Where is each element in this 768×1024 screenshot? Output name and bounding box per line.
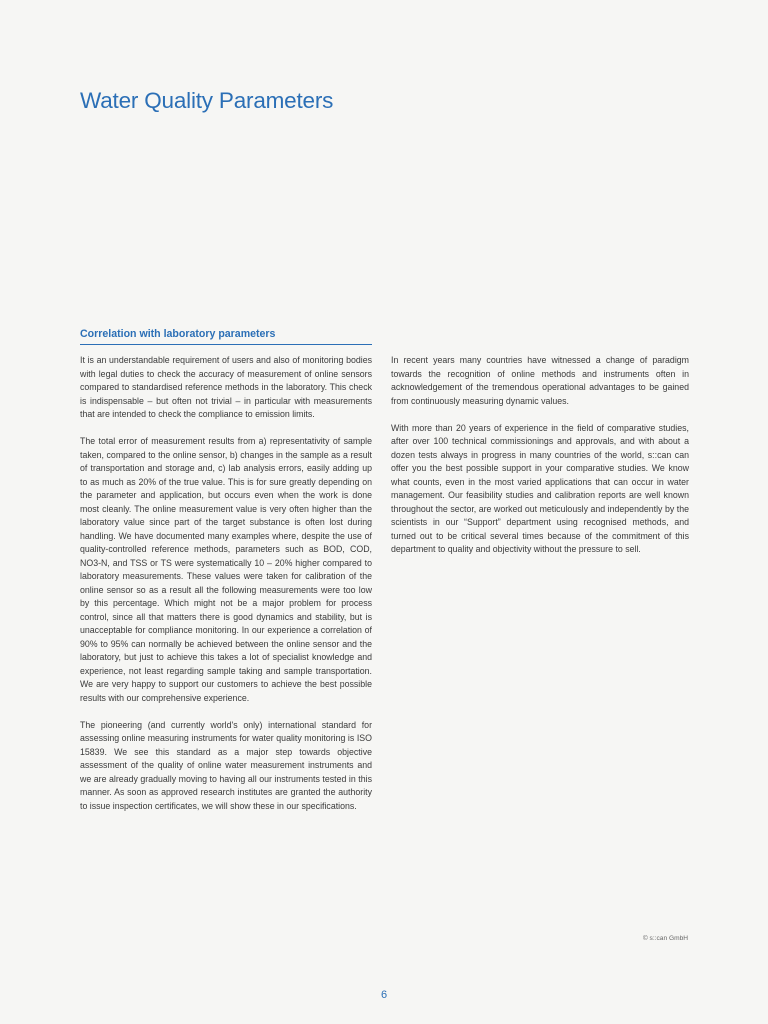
section-header [80,328,372,345]
copyright-notice: © s::can GmbH [642,935,688,942]
section-divider [80,344,372,345]
paragraph: In recent years many countries have witnessed a change of paradigm towards the recognition of online methods and instruments often in acknowledgement of the tremendous operational advantages to be gained from continuously measuring dynamic values. [391,355,689,406]
right-column [391,354,689,570]
section-heading: Correlation with laboratory parameters [80,328,276,340]
paragraph: With more than 20 years of experience in the field of comparative studies, after over 100 technical commissionings and approvals, and with about a dozen tests always in progress in many countries of the world, s::can can offer you the best possible support in your comparative studies. We know what counts, even in the most varied applications that can occur in water management. Our feasibility studies and calibration reports are well known throughout the sector, are worked out meticulously and independently by the scientists in our “Support” department using recognised methods, and turned out to be critical several times because of the commitment of this department to quality and objectivity without the pressure to sell. [391,422,689,554]
paragraph: The pioneering (and currently world's only) international standard for assessing online measuring instruments for water quality monitoring is ISO 15839. We see this standard as a major step towards objective assessment of the quality of online water measurement instruments and we are already gradually moving to having all our instruments tested in this manner. As soon as approved research institutes are granted the authority to issue inspection certificates, we will show these in our specifications. [80,719,372,811]
page-title: Water Quality Parameters [80,88,334,113]
page-number: 6 [380,989,388,1001]
paragraph: It is an understandable requirement of users and also of monitoring bodies with legal duties to check the accuracy of measurement of online sensors compared to standardised reference methods in the laboratory. This check is indispensable – but often not trivial – in particular with measurements that are intended to check the compliance to emission limits. [80,355,372,419]
paragraph: The total error of measurement results from a) representativity of sample taken, compared to the online sensor, b) changes in the sample as a result of transportation and storage and, c) lab analysis errors, easily adding up to as much as 20% of the true value. This is for sure greatly depending on the parameter and application, but occurs even when the work is done most cleanly. The online measurement value is very often higher than the laboratory value since part of the target substance is often lost during handling. We have documented many examples where, despite the use of quality-controlled reference methods, parameters such as BOD, COD, NO3-N, and TSS or TS were systematically 10 – 20% higher compared to laboratory measurements. These values were taken for calibration of the online sensor so as a result all the following measurements were too low by this percentage. Which might not be a major problem for process control, since all that matters there is good dynamics and stability, but is unacceptable for compliance monitoring. In our experience a correlation of 90% to 95% can normally be achieved between the online sensor and the laboratory, but just to achieve this takes a lot of specialist knowledge and experience, not least regarding sample taking and sample transportation. We are very happy to support our customers to achieve the best possible results with our comprehensive experience. [80,436,372,703]
left-column [80,354,372,827]
